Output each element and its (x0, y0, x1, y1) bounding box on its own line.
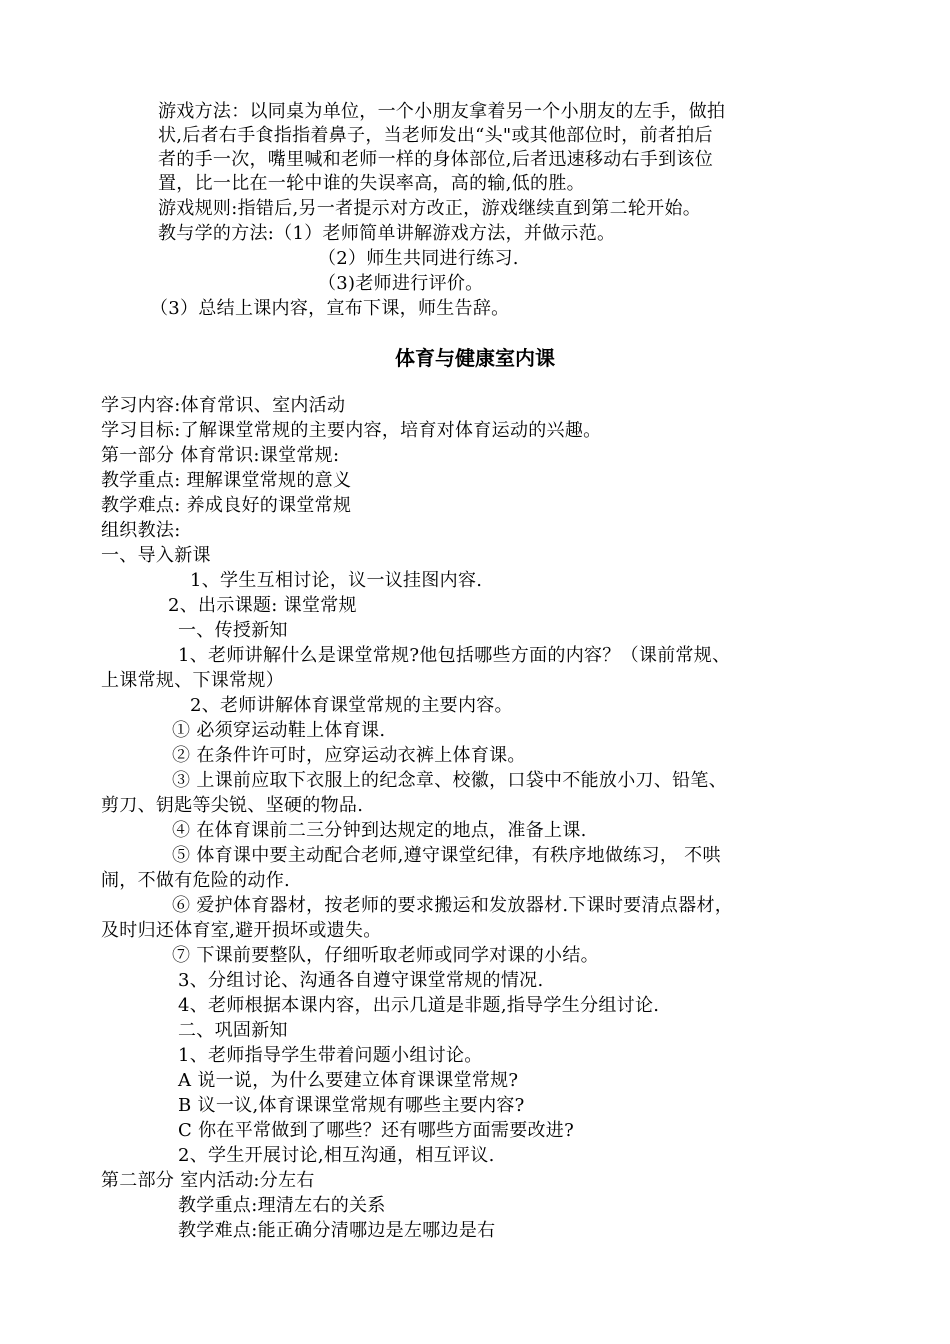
list-item: 1、学生互相讨论，议一议挂图内容. (190, 570, 483, 591)
list-item: 2、学生开展讨论,相互沟通，相互评议. (178, 1145, 495, 1166)
part-two-focus-line: 教学重点:理清左右的关系 (178, 1195, 386, 1216)
list-item: 3、分组讨论、沟通各自遵守课堂常规的情况. (178, 970, 544, 991)
part-two-difficulty-line: 教学难点:能正确分清哪边是左哪边是右 (178, 1220, 496, 1241)
teaching-difficulty-line: 教学难点: 养成良好的课堂常规 (101, 495, 352, 516)
game-method-line-4: 置，比一比在一轮中谁的失误率高，高的输,低的胜。 (158, 173, 585, 194)
game-method-line-3: 者的手一次，嘴里喊和老师一样的身体部位,后者迅速移动右手到该位 (158, 149, 714, 170)
teaching-method-step-3: （3)老师进行评价。 (318, 273, 484, 294)
learning-content-line: 学习内容:体育常识、室内活动 (101, 395, 346, 416)
rule-item: ② 在条件许可时，应穿运动衣裤上体育课。 (172, 745, 526, 766)
list-item: 2、老师讲解体育课堂常规的主要内容。 (190, 695, 513, 716)
teaching-method-step-2: （2）师生共同进行练习. (318, 248, 519, 269)
list-item: 2、出示课题: 课堂常规 (168, 595, 357, 616)
rule-item: ⑤ 体育课中要主动配合老师,遵守课堂纪律，有秩序地做练习， 不哄 (172, 845, 721, 866)
teaching-focus-line: 教学重点: 理解课堂常规的意义 (101, 470, 352, 491)
rule-item-continued: 闹，不做有危险的动作. (101, 870, 291, 891)
list-item: 1、老师讲解什么是课堂常规?他包括哪些方面的内容？（课前常规、 (178, 645, 731, 666)
organization-method-line: 组织教法: (101, 520, 181, 541)
rule-item-continued: 剪刀、钥匙等尖锐、坚硬的物品. (101, 795, 364, 816)
question-item: B 议一议,体育课课堂常规有哪些主要内容? (178, 1095, 525, 1116)
rule-item: ⑦ 下课前要整队，仔细听取老师或同学对课的小结。 (172, 945, 599, 966)
part-two-heading: 第二部分 室内活动:分左右 (101, 1170, 315, 1191)
rule-item-continued: 及时归还体育室,避开损坏或遗失。 (101, 920, 382, 941)
rule-item: ③ 上课前应取下衣服上的纪念章、校徽，口袋中不能放小刀、铅笔、 (172, 770, 728, 791)
list-item-continued: 上课常规、下课常规） (101, 670, 284, 691)
section-intro-heading: 一、导入新课 (101, 545, 211, 566)
rule-item: ④ 在体育课前二三分钟到达规定的地点，准备上课. (172, 820, 587, 841)
question-item: C 你在平常做到了哪些？还有哪些方面需要改进? (178, 1120, 575, 1141)
learning-goal-line: 学习目标:了解课堂常规的主要内容，培育对体育运动的兴趣。 (101, 420, 602, 441)
summary-line: （3）总结上课内容，宣布下课，师生告辞。 (150, 298, 510, 319)
game-method-line-1: 游戏方法：以同桌为单位，一个小朋友拿着另一个小朋友的左手，做拍 (158, 101, 726, 122)
rule-item: ⑥ 爱护体育器材，按老师的要求搬运和发放器材.下课时要清点器材， (172, 895, 734, 916)
teaching-method-line: 教与学的方法:（1）老师简单讲解游戏方法，并做示范。 (158, 223, 616, 244)
section-new-knowledge-heading: 一、传授新知 (178, 620, 288, 641)
question-item: A 说一说，为什么要建立体育课课堂常规? (178, 1070, 519, 1091)
list-item: 4、老师根据本课内容，出示几道是非题,指导学生分组讨论. (178, 995, 660, 1016)
part-one-heading: 第一部分 体育常识:课堂常规: (101, 445, 340, 466)
page-title: 体育与健康室内课 (395, 346, 555, 370)
rule-item: ① 必须穿运动鞋上体育课. (172, 720, 386, 741)
list-item: 1、老师指导学生带着问题小组讨论。 (178, 1045, 483, 1066)
game-method-line-2: 状,后者右手食指指着鼻子，当老师发出“头"或其他部位时，前者拍后 (158, 125, 713, 146)
section-consolidation-heading: 二、巩固新知 (178, 1020, 288, 1041)
game-rules-line: 游戏规则:指错后,另一者提示对方改正，游戏继续直到第二轮开始。 (158, 198, 702, 219)
